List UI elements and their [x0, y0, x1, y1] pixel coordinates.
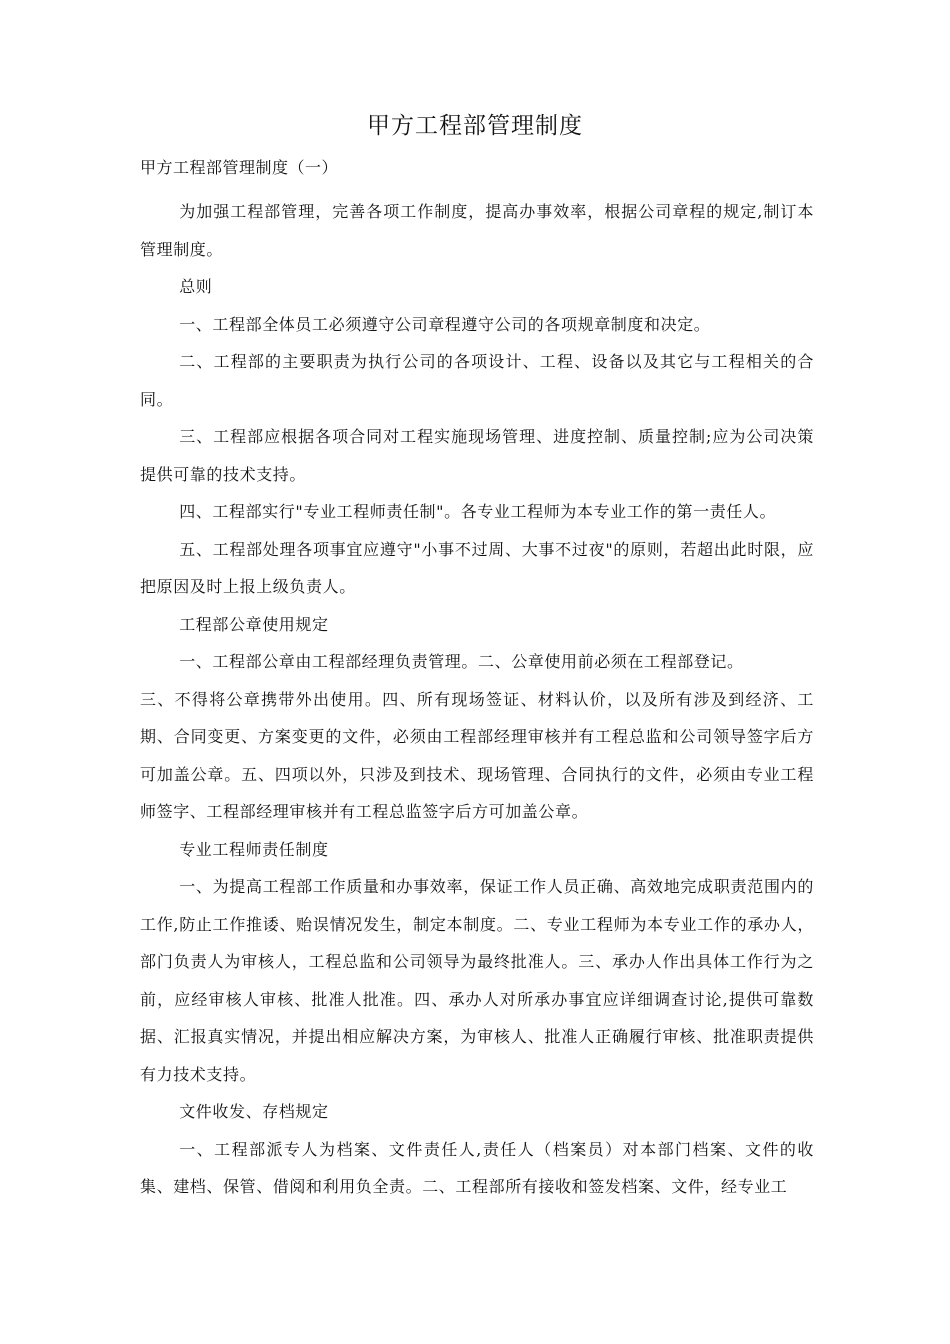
- section-heading-engineer: 专业工程师责任制度: [179, 839, 329, 859]
- paragraph-general-5: 五、工程部处理各项事宜应遵守"小事不过周、大事不过夜"的原则，若超出此时限，应把原因及时上报上级负责人。: [140, 539, 814, 596]
- paragraph-general-4: 四、工程部实行"专业工程师责任制"。各专业工程师为本专业工作的第一责任人。: [179, 502, 777, 521]
- paragraph-engineer-1: 一、为提高工程部工作质量和办事效率，保证工作人员正确、高效地完成职责范围内的工作,防止工作推诿、贻误情况发生，制定本制度。二、专业工程师为本专业工作的承办人，部门负责人为审核人，工程总监和公司领导为最终批准人。三、承办人作出具体工作行为之前，应经审核人审核、批准人批准。四、承办人对所承办事宜应详细调查讨论,提供可靠数据、汇报真实情况，并提出相应解决方案，为审核人、批准人正确履行审核、批准职责提供有力技术支持。: [140, 877, 814, 1084]
- paragraph-general-1: 一、工程部全体员工必须遵守公司章程遵守公司的各项规章制度和决定。: [179, 314, 711, 334]
- section-heading-archive: 文件收发、存档规定: [179, 1102, 329, 1121]
- document-body: [140, 193, 814, 1206]
- section-heading-general: 总则: [179, 277, 213, 296]
- section-heading-seal: 工程部公章使用规定: [179, 614, 329, 634]
- paragraph-seal-2: 三、不得将公章携带外出使用。四、所有现场签证、材料认价，以及所有涉及到经济、工期、合同变更、方案变更的文件，必须由工程部经理审核并有工程总监和公司领导签字后方可加盖公章。五、四项以外，只涉及到技术、现场管理、合同执行的文件，必须由专业工程师签字、工程部经理审核并有工程总监签字后方可加盖公章。: [140, 689, 814, 821]
- document-title: 甲方工程部管理制度: [367, 113, 583, 139]
- paragraph-general-2: 二、工程部的主要职责为执行公司的各项设计、工程、设备以及其它与工程相关的合同。: [140, 352, 814, 409]
- document-subtitle: 甲方工程部管理制度（一）: [140, 158, 339, 177]
- paragraph-intro: 为加强工程部管理，完善各项工作制度，提高办事效率，根据公司章程的规定,制订本管理制度。: [140, 202, 814, 259]
- paragraph-seal-1: 一、工程部公章由工程部经理负责管理。二、公章使用前必须在工程部登记。: [179, 652, 744, 671]
- paragraph-archive-1: 一、工程部派专人为档案、文件责任人,责任人（档案员）对本部门档案、文件的收集、建档、保管、借阅和利用负全责。二、工程部所有接收和签发档案、文件，经专业工: [140, 1139, 814, 1196]
- paragraph-general-3: 三、工程部应根据各项合同对工程实施现场管理、进度控制、质量控制;应为公司决策提供可靠的技术支持。: [140, 427, 814, 484]
